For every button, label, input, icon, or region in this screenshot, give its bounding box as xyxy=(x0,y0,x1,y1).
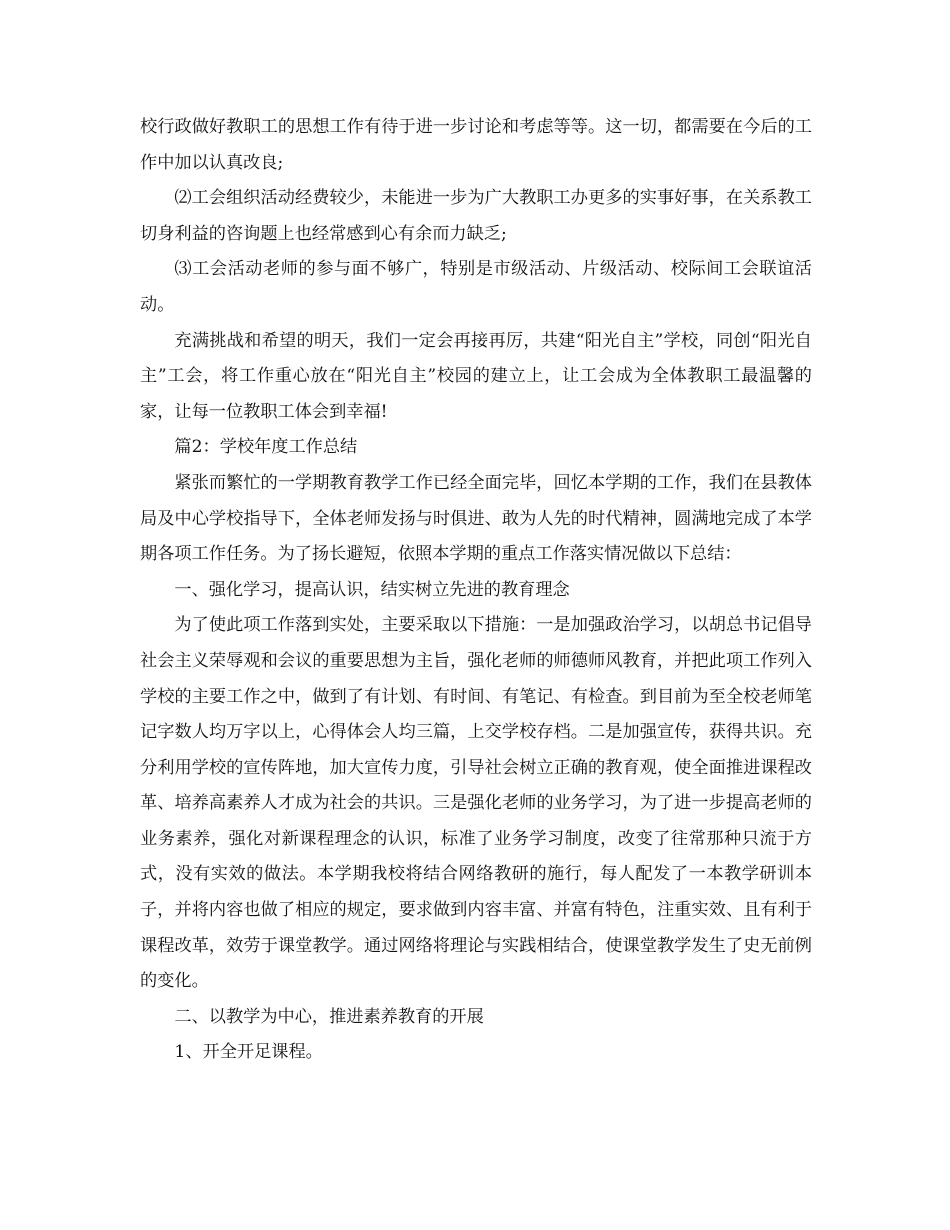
paragraph-introduction: 紧张而繁忙的一学期教育教学工作已经全面完毕，回忆本学期的工作，我们在县教体局及中心学校指导下，全体老师发扬与时俱进、敢为人先的时代精神，圆满地完成了本学期各项工作任务。为了扬长避短，依照本学期的重点工作落实情况做以下总结： xyxy=(140,472,812,565)
section-heading-2: 二、以教学为中心，推进素养教育的开展 xyxy=(174,1006,484,1027)
paragraph-issue-3: ⑶工会活动老师的参与面不够广，特别是市级活动、片级活动、校际间工会联谊活动。 xyxy=(140,259,812,315)
paragraph-continuation: 校行政做好教职工的思想工作有待于进一步讨论和考虑等等。这一切，都需要在今后的工作中加以认真改良; xyxy=(140,117,812,173)
paragraph-measures: 为了使此项工作落到实处，主要采取以下措施：一是加强政治学习，以胡总书记倡导社会主义荣辱观和会议的重要思想为主旨，强化老师的师德师风教育，并把此项工作列入学校的主要工作之中，做到了有计划、有时间、有笔记、有检查。到目前为至全校老师笔记字数人均万字以上，心得体会人均三篇，上交学校存档。二是加强宣传，获得共识。充分利用学校的宣传阵地，加大宣传力度，引导社会树立正确的教育观，使全面推进课程改革、培养高素养人才成为社会的共识。三是强化老师的业务学习，为了进一步提高老师的业务素养，强化对新课程理念的认识，标准了业务学习制度，改变了往常那种只流于方式，没有实效的做法。本学期我校将结合网络教研的施行，每人配发了一本教学研训本子，并将内容也做了相应的规定，要求做到内容丰富、并富有特色，注重实效、且有利于课程改革，效劳于课堂教学。通过网络将理论与实践相结合，使课堂教学发生了史无前例的变化。 xyxy=(140,615,812,992)
section-heading-1: 一、强化学习，提高认识，结实树立先进的教育理念 xyxy=(174,579,570,600)
subsection-heading-1: 1、开全开足课程。 xyxy=(174,1042,323,1063)
section-heading-article-2: 篇2：学校年度工作总结 xyxy=(174,437,358,458)
paragraph-outlook: 充满挑战和希望的明天，我们一定会再接再厉，共建“阳光自主”学校，同创“阳光自主”工会，将工作重心放在“阳光自主”校园的建立上，让工会成为全体教职工最温馨的家，让每一位教职工体会到幸福! xyxy=(140,330,812,422)
document-body xyxy=(140,110,812,1071)
paragraph-issue-2: ⑵工会组织活动经费较少，未能进一步为广大教职工办更多的实事好事，在关系教工切身利益的咨询题上也经常感到心有余而力缺乏; xyxy=(140,188,812,244)
